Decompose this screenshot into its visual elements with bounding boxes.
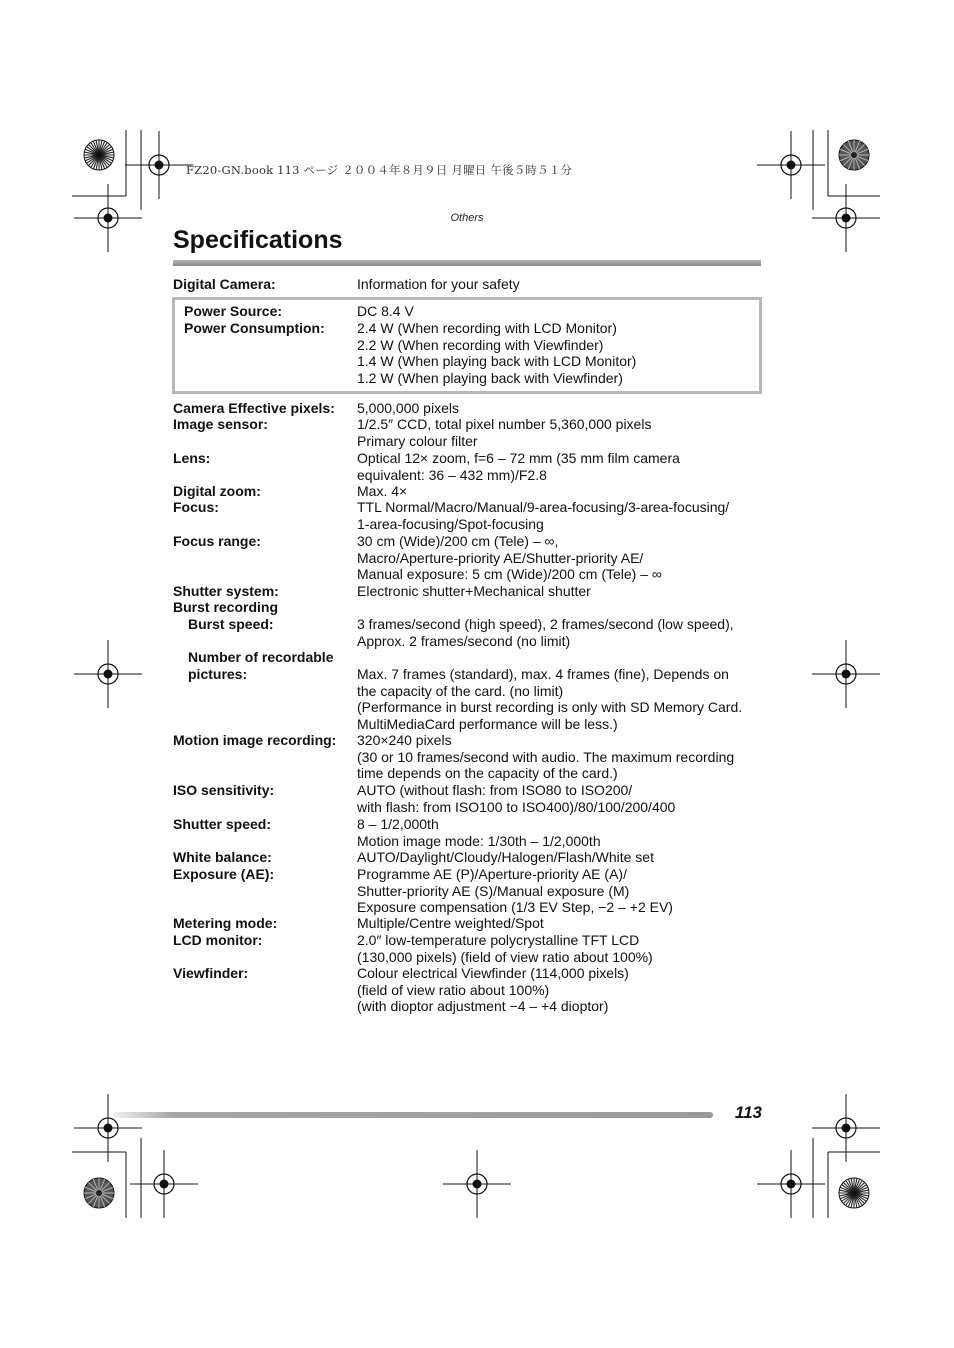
spec-value-line: (field of view ratio about 100%) <box>357 981 550 998</box>
spec-value-line: MultiMediaCard performance will be less.) <box>357 716 618 733</box>
spec-value-line: 8 – 1/2,000th <box>357 816 439 832</box>
spec-value-line: Electronic shutter+Mechanical shutter <box>357 583 591 599</box>
spec-label: Shutter system: <box>173 583 279 599</box>
spec-value-line: Primary colour filter <box>357 432 478 449</box>
spec-value-line: (130,000 pixels) (field of view ratio about 100%) <box>357 948 653 965</box>
spec-label: LCD monitor: <box>173 932 263 948</box>
spec-label: Power Source: <box>184 303 283 319</box>
spec-value-line: Motion image mode: 1/30th – 1/2,000th <box>357 832 601 849</box>
spec-label: ISO sensitivity: <box>173 782 275 798</box>
spec-value-line: Max. 7 frames (standard), max. 4 frames (fine), Depends on <box>357 666 729 682</box>
spec-value-line: 1-area-focusing/Spot-focusing <box>357 515 544 532</box>
spec-value-line: Max. 4× <box>357 483 408 499</box>
spec-value-line: Exposure compensation (1/3 EV Step, −2 – +2 EV) <box>357 899 673 916</box>
spec-label: Shutter speed: <box>173 816 272 832</box>
spec-value-line: Approx. 2 frames/second (no limit) <box>357 632 571 649</box>
page-title: Specifications <box>173 226 343 254</box>
spec-value-line: Optical 12× zoom, f=6 – 72 mm (35 mm film camera <box>357 450 680 466</box>
spec-value-line: Shutter-priority AE (S)/Manual exposure (M) <box>357 882 630 899</box>
spec-value-line: time depends on the capacity of the card.) <box>357 765 618 782</box>
spec-value-line: 1/2.5″ CCD, total pixel number 5,360,000 pixels <box>357 416 652 432</box>
spec-value-line: TTL Normal/Macro/Manual/9-area-focusing/3-area-focusing/ <box>357 499 730 515</box>
footer-bar <box>113 1112 713 1118</box>
spec-label: Burst speed: <box>188 616 274 632</box>
spec-value-line: 1.4 W (When playing back with LCD Monitor) <box>357 353 637 370</box>
print-header: FZ20-GN.book 113 ページ ２００４年８月９日 月曜日 午後５時５１分 <box>186 163 573 177</box>
spec-value-line: 1.2 W (When playing back with Viewfinder) <box>357 370 623 387</box>
spec-label: Camera Effective pixels: <box>173 400 335 416</box>
section-label: Others <box>450 212 484 224</box>
spec-value-line: 2.0″ low-temperature polycrystalline TFT LCD <box>357 932 640 948</box>
spec-value-line: (with dioptor adjustment −4 – +4 dioptor) <box>357 998 609 1015</box>
spec-value-line: (Performance in burst recording is only with SD Memory Card. <box>357 699 743 716</box>
spec-label: Digital zoom: <box>173 483 261 499</box>
page-number: 113 <box>734 1103 762 1122</box>
spec-label: Power Consumption: <box>184 320 325 336</box>
spec-label: Digital Camera: <box>173 276 276 292</box>
spec-value-line: 320×240 pixels <box>357 732 452 748</box>
spec-label: White balance: <box>173 849 272 865</box>
spec-label: Image sensor: <box>173 416 268 432</box>
spec-value-line: with flash: from ISO100 to ISO400)/80/100/200/400 <box>357 798 676 815</box>
spec-value-line: Information for your safety <box>357 276 520 292</box>
spec-label: Motion image recording: <box>173 732 337 748</box>
spec-value-line: 5,000,000 pixels <box>357 400 459 416</box>
spec-label: Focus range: <box>173 533 261 549</box>
spec-value-line: 3 frames/second (high speed), 2 frames/second (low speed), <box>357 616 734 632</box>
spec-value-line: Manual exposure: 5 cm (Wide)/200 cm (Tele) – ∞ <box>357 566 662 583</box>
spec-value-line: 30 cm (Wide)/200 cm (Tele) – ∞, <box>357 533 559 549</box>
title-rule <box>173 260 761 266</box>
spec-value-line: 2.4 W (When recording with LCD Monitor) <box>357 320 617 336</box>
spec-value-line: 2.2 W (When recording with Viewfinder) <box>357 336 604 353</box>
spec-value-line: Programme AE (P)/Aperture-priority AE (A)/ <box>357 866 627 882</box>
spec-label: Lens: <box>173 450 211 466</box>
spec-label: Exposure (AE): <box>173 866 275 882</box>
spec-value-line: the capacity of the card. (no limit) <box>357 682 564 699</box>
spec-label: Burst recording <box>173 599 279 615</box>
spec-value-line: equivalent: 36 – 432 mm)/F2.8 <box>357 466 547 483</box>
spec-value-line: DC 8.4 V <box>357 303 414 319</box>
spec-value-line: (30 or 10 frames/second with audio. The maximum recording <box>357 748 735 765</box>
spec-value-line: Multiple/Centre weighted/Spot <box>357 915 544 931</box>
spec-label: Number of recordable <box>188 649 334 665</box>
spec-value-line: Macro/Aperture-priority AE/Shutter-priority AE/ <box>357 549 644 566</box>
spec-label: Metering mode: <box>173 915 278 931</box>
spec-value-line: AUTO/Daylight/Cloudy/Halogen/Flash/White set <box>357 849 654 865</box>
spec-label: pictures: <box>188 666 248 682</box>
spec-label: Focus: <box>173 499 219 515</box>
spec-label: Viewfinder: <box>173 965 249 981</box>
spec-value-line: Colour electrical Viewfinder (114,000 pixels) <box>357 965 629 981</box>
spec-value-line: AUTO (without flash: from ISO80 to ISO200/ <box>357 782 633 798</box>
